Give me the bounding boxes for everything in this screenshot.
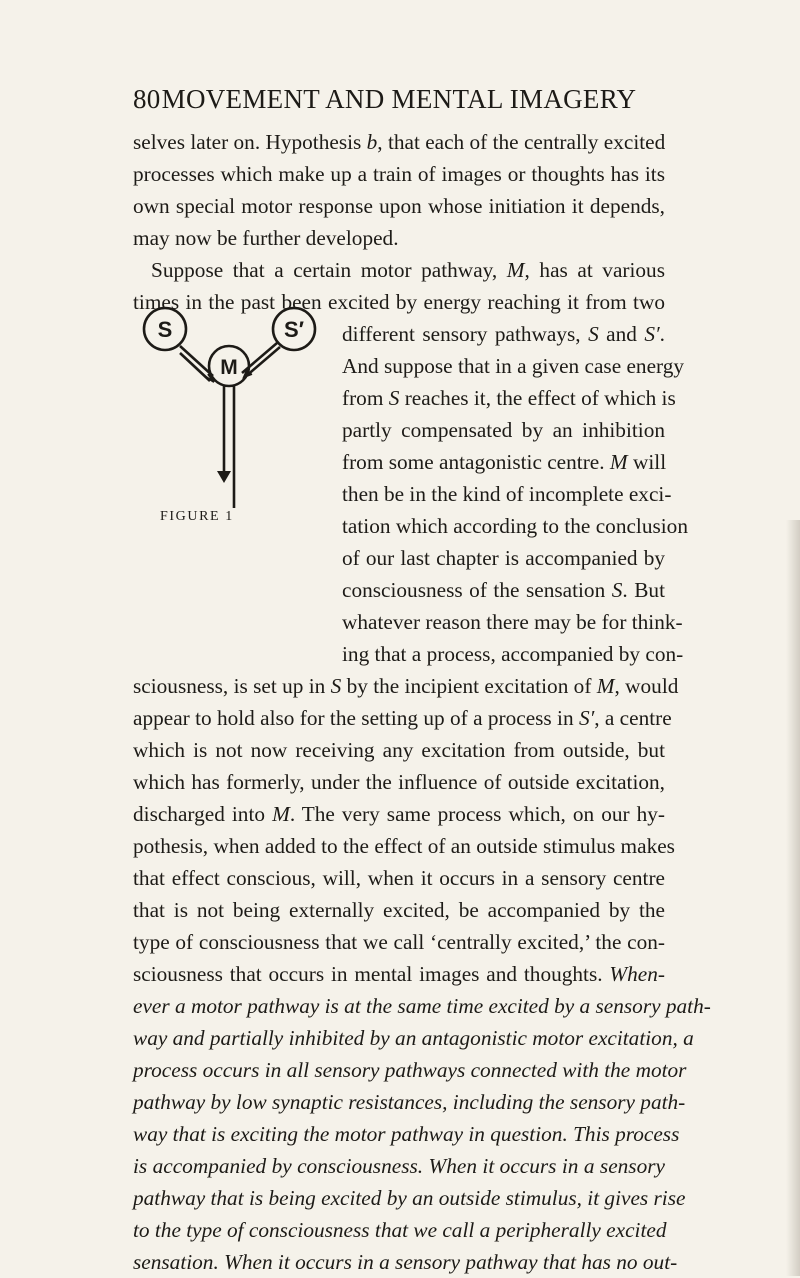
page-header: [133, 84, 665, 124]
text-line: ever a motor pathway is at the same time excited by a sensory path-: [133, 994, 711, 1018]
pathway-s-m: [180, 346, 213, 376]
running-head: MOVEMENT AND MENTAL IMAGERY: [161, 84, 637, 114]
node-m-label: M: [220, 356, 238, 379]
efferent-arrowhead: [217, 471, 231, 483]
text-line: sensation. When it occurs in a sensory pathway that has no out-: [133, 1250, 678, 1274]
text-line: then be in the kind of incomplete exci-: [342, 482, 672, 506]
text-line: processes which make up a train of images or thoughts has its: [133, 162, 665, 186]
node-s-prime-label: S′: [284, 317, 304, 342]
text-line: way and partially inhibited by an antagonistic motor excitation, a: [133, 1026, 694, 1050]
text-line: times in the past been excited by energy reaching it from two: [133, 290, 665, 314]
text-line: ing that a process, accompanied by con-: [342, 642, 684, 666]
text-line: may now be further developed.: [133, 226, 399, 250]
figure-1-diagram: [128, 303, 334, 543]
pathway-diagram: [128, 303, 334, 509]
text-line: from S reaches it, the effect of which is: [342, 386, 676, 410]
text-line: tation which according to the conclusion: [342, 514, 688, 538]
page-number: 80: [133, 84, 161, 114]
page-edge-shadow: [786, 520, 800, 1276]
text-line: Suppose that a certain motor pathway, M, has at various: [151, 258, 665, 282]
text-line: is accompanied by consciousness. When it occurs in a sensory: [133, 1154, 665, 1178]
text-line: whatever reason there may be for think-: [342, 610, 683, 634]
text-line: that is not being externally excited, be accompanied by the: [133, 898, 665, 922]
node-s-label: S: [157, 317, 173, 342]
text-line: which has formerly, under the influence of outside excitation,: [133, 770, 665, 794]
text-line: pathway that is being excited by an outside stimulus, it gives rise: [133, 1186, 686, 1210]
text-line: process occurs in all sensory pathways connected with the motor: [133, 1058, 687, 1082]
text-line: partly compensated by an inhibition: [342, 418, 665, 442]
text-line: pathway by low synaptic resistances, including the sensory path-: [133, 1090, 686, 1114]
text-line: that effect conscious, will, when it occurs in a sensory centre: [133, 866, 665, 890]
text-line: sciousness, is set up in S by the incipient excitation of M, would: [133, 674, 679, 698]
text-line: of our last chapter is accompanied by: [342, 546, 665, 570]
text-line: sciousness that occurs in mental images and thoughts. When-: [133, 962, 665, 986]
text-line: discharged into M. The very same process which, on our hy-: [133, 802, 665, 826]
text-line: type of consciousness that we call ‘centrally excited,’ the con-: [133, 930, 665, 954]
text-line: own special motor response upon whose initiation it depends,: [133, 194, 665, 218]
text-line: And suppose that in a given case energy: [342, 354, 685, 378]
text-line: pothesis, when added to the effect of an outside stimulus makes: [133, 834, 675, 858]
text-line: which is not now receiving any excitation from outside, but: [133, 738, 665, 762]
text-line: consciousness of the sensation S. But: [342, 578, 665, 602]
text-line: to the type of consciousness that we call a peripherally excited: [133, 1218, 667, 1242]
text-line: different sensory pathways, S and S′.: [342, 322, 665, 346]
text-line: appear to hold also for the setting up of a process in S′, a centre: [133, 706, 672, 730]
text-line: way that is exciting the motor pathway in question. This process: [133, 1122, 680, 1146]
text-line: from some antagonistic centre. M will: [342, 450, 667, 474]
text-line: selves later on. Hypothesis b, that each of the centrally excited: [133, 130, 666, 154]
pathway-s-prime-m: [245, 347, 280, 377]
figure-caption: FIGURE 1: [160, 509, 234, 524]
